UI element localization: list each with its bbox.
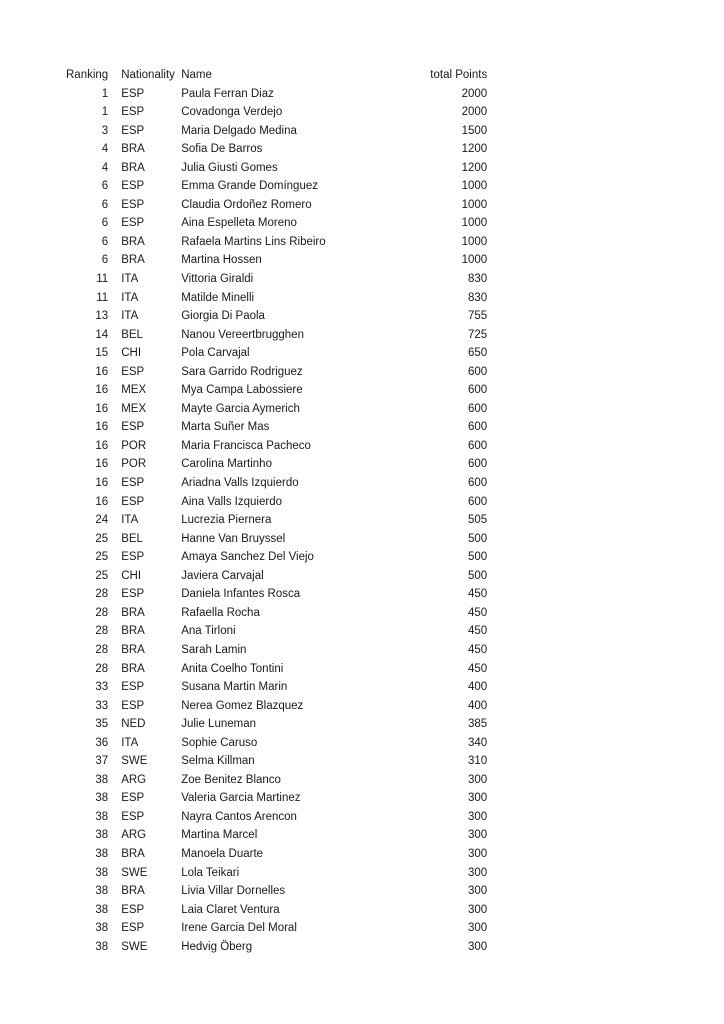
table-row xyxy=(66,177,487,196)
name-cell: Valeria Garcia Martinez xyxy=(181,792,301,805)
ranking-cell: 33 xyxy=(95,681,109,694)
ranking-cell: 16 xyxy=(95,439,109,452)
points-cell: 600 xyxy=(468,421,488,434)
nationality-cell: ESP xyxy=(121,421,145,434)
name-cell: Sophie Caruso xyxy=(181,736,258,749)
table-row xyxy=(66,363,487,382)
points-cell: 300 xyxy=(468,885,488,898)
name-cell: Laia Claret Ventura xyxy=(181,903,280,916)
nationality-cell: ESP xyxy=(121,124,145,137)
table-row xyxy=(66,901,487,920)
ranking-cell: 38 xyxy=(95,940,109,953)
column-header-nationality: Nationality xyxy=(121,69,175,81)
ranking-cell: 11 xyxy=(96,291,109,304)
table-row xyxy=(66,622,487,641)
ranking-cell: 28 xyxy=(95,662,109,675)
nationality-cell: ESP xyxy=(121,87,145,100)
points-cell: 830 xyxy=(468,291,488,304)
name-cell: Pola Carvajal xyxy=(181,347,250,360)
nationality-cell: POR xyxy=(121,458,147,471)
name-cell: Giorgia Di Paola xyxy=(181,310,265,323)
ranking-cell: 6 xyxy=(101,180,109,193)
points-cell: 1200 xyxy=(461,161,488,174)
table-row xyxy=(66,678,487,697)
points-cell: 300 xyxy=(468,940,488,953)
table-row xyxy=(66,548,487,567)
nationality-cell: ITA xyxy=(121,514,139,527)
points-cell: 600 xyxy=(468,439,488,452)
ranking-cell: 4 xyxy=(101,161,109,174)
name-cell: Maria Francisca Pacheco xyxy=(181,439,311,452)
name-cell: Lucrezia Piernera xyxy=(181,514,272,527)
ranking-cell: 38 xyxy=(95,847,109,860)
name-cell: Sara Garrido Rodriguez xyxy=(181,365,303,378)
table-row xyxy=(66,251,487,270)
name-cell: Vittoria Giraldi xyxy=(181,273,254,286)
nationality-cell: ARG xyxy=(121,829,147,842)
points-cell: 600 xyxy=(468,384,488,397)
nationality-cell: BRA xyxy=(121,254,145,267)
name-cell: Javiera Carvajal xyxy=(181,569,264,582)
name-cell: Rafaella Rocha xyxy=(181,606,260,619)
table-row xyxy=(66,103,487,122)
nationality-cell: SWE xyxy=(121,755,148,768)
points-cell: 300 xyxy=(468,829,488,842)
points-cell: 600 xyxy=(468,365,488,378)
points-cell: 600 xyxy=(468,477,488,490)
points-cell: 1000 xyxy=(461,217,488,230)
name-cell: Martina Marcel xyxy=(181,829,258,842)
points-cell: 650 xyxy=(468,347,488,360)
table-row xyxy=(66,418,487,437)
points-cell: 300 xyxy=(468,866,488,879)
name-cell: Hanne Van Bruyssel xyxy=(181,532,286,545)
ranking-cell: 16 xyxy=(95,384,109,397)
name-cell: Irene Garcia Del Moral xyxy=(181,922,297,935)
nationality-cell: ESP xyxy=(121,810,145,823)
name-cell: Lola Teikari xyxy=(181,866,240,879)
points-cell: 450 xyxy=(468,662,488,675)
name-cell: Rafaela Martins Lins Ribeiro xyxy=(181,235,326,248)
name-cell: Aina Valls Izquierdo xyxy=(181,495,282,508)
nationality-cell: POR xyxy=(121,439,147,452)
ranking-cell: 28 xyxy=(95,643,109,656)
nationality-cell: CHI xyxy=(121,569,142,582)
name-cell: Nerea Gomez Blazquez xyxy=(181,699,304,712)
table-row xyxy=(66,122,487,141)
table-header xyxy=(66,66,487,85)
points-cell: 600 xyxy=(468,402,488,415)
table-row xyxy=(66,697,487,716)
ranking-cell: 6 xyxy=(101,198,109,211)
ranking-cell: 28 xyxy=(95,588,109,601)
name-cell: Matilde Minelli xyxy=(181,291,255,304)
ranking-cell: 13 xyxy=(95,310,109,323)
table-row xyxy=(66,641,487,660)
nationality-cell: BRA xyxy=(121,235,145,248)
points-cell: 500 xyxy=(468,532,488,545)
table-header-row xyxy=(66,66,487,85)
table-row xyxy=(66,734,487,753)
nationality-cell: ESP xyxy=(121,699,145,712)
nationality-cell: ESP xyxy=(121,477,145,490)
ranking-cell: 16 xyxy=(95,458,109,471)
column-header-name: Name xyxy=(181,69,212,81)
ranking-table xyxy=(66,66,487,956)
ranking-cell: 38 xyxy=(95,922,109,935)
points-cell: 450 xyxy=(468,643,488,656)
points-cell: 1000 xyxy=(461,235,488,248)
nationality-cell: ESP xyxy=(121,551,145,564)
nationality-cell: SWE xyxy=(121,940,148,953)
points-cell: 2000 xyxy=(461,106,488,119)
nationality-cell: ESP xyxy=(121,588,145,601)
ranking-cell: 25 xyxy=(95,532,109,545)
points-cell: 2000 xyxy=(461,87,488,100)
name-cell: Anita Coelho Tontini xyxy=(181,662,284,675)
nationality-cell: MEX xyxy=(121,402,147,415)
nationality-cell: BRA xyxy=(121,606,145,619)
table-row xyxy=(66,400,487,419)
table-row xyxy=(66,585,487,604)
ranking-cell: 6 xyxy=(101,254,109,267)
nationality-cell: ITA xyxy=(121,736,139,749)
points-cell: 300 xyxy=(468,922,488,935)
points-cell: 500 xyxy=(468,569,488,582)
table-row xyxy=(66,530,487,549)
points-cell: 1000 xyxy=(461,198,488,211)
table-row xyxy=(66,845,487,864)
nationality-cell: ESP xyxy=(121,217,145,230)
points-cell: 450 xyxy=(468,625,488,638)
nationality-cell: ESP xyxy=(121,495,145,508)
points-cell: 505 xyxy=(468,514,488,527)
ranking-cell: 14 xyxy=(95,328,109,341)
name-cell: Marta Suñer Mas xyxy=(181,421,270,434)
ranking-cell: 37 xyxy=(95,755,109,768)
points-cell: 300 xyxy=(468,847,488,860)
name-cell: Selma Killman xyxy=(181,755,255,768)
table-row xyxy=(66,474,487,493)
nationality-cell: ESP xyxy=(121,681,145,694)
nationality-cell: ESP xyxy=(121,792,145,805)
points-cell: 300 xyxy=(468,810,488,823)
table-row xyxy=(66,567,487,586)
nationality-cell: BEL xyxy=(121,532,143,545)
name-cell: Hedvig Öberg xyxy=(181,940,253,953)
table-row xyxy=(66,938,487,957)
points-cell: 830 xyxy=(468,273,488,286)
table-row xyxy=(66,270,487,289)
points-cell: 1500 xyxy=(461,124,488,137)
table-row xyxy=(66,919,487,938)
table-row xyxy=(66,752,487,771)
table-row xyxy=(66,344,487,363)
nationality-cell: NED xyxy=(121,718,146,731)
table-row xyxy=(66,715,487,734)
nationality-cell: BRA xyxy=(121,885,145,898)
name-cell: Daniela Infantes Rosca xyxy=(181,588,301,601)
name-cell: Julie Luneman xyxy=(181,718,257,731)
name-cell: Livia Villar Dornelles xyxy=(181,885,286,898)
nationality-cell: ITA xyxy=(121,273,139,286)
ranking-cell: 4 xyxy=(101,143,109,156)
table-row xyxy=(66,326,487,345)
nationality-cell: ESP xyxy=(121,106,145,119)
points-cell: 300 xyxy=(468,792,488,805)
ranking-cell: 38 xyxy=(95,903,109,916)
points-cell: 1000 xyxy=(461,254,488,267)
table-row xyxy=(66,864,487,883)
name-cell: Susana Martin Marin xyxy=(181,681,288,694)
ranking-cell: 16 xyxy=(95,365,109,378)
ranking-cell: 16 xyxy=(95,402,109,415)
name-cell: Nayra Cantos Arencon xyxy=(181,810,297,823)
name-cell: Mayte Garcia Aymerich xyxy=(181,402,300,415)
points-cell: 500 xyxy=(468,551,488,564)
points-cell: 725 xyxy=(468,328,488,341)
table-row xyxy=(66,511,487,530)
nationality-cell: MEX xyxy=(121,384,147,397)
name-cell: Zoe Benitez Blanco xyxy=(181,773,281,786)
nationality-cell: ESP xyxy=(121,903,145,916)
ranking-cell: 16 xyxy=(95,477,109,490)
ranking-cell: 38 xyxy=(95,866,109,879)
ranking-cell: 25 xyxy=(95,551,109,564)
nationality-cell: BRA xyxy=(121,625,145,638)
name-cell: Carolina Martinho xyxy=(181,458,272,471)
ranking-cell: 38 xyxy=(95,792,109,805)
nationality-cell: BRA xyxy=(121,643,145,656)
table-row xyxy=(66,604,487,623)
nationality-cell: BRA xyxy=(121,143,145,156)
name-cell: Ariadna Valls Izquierdo xyxy=(181,477,299,490)
ranking-cell: 38 xyxy=(95,885,109,898)
ranking-cell: 38 xyxy=(95,773,109,786)
table-row xyxy=(66,307,487,326)
ranking-cell: 25 xyxy=(95,569,109,582)
ranking-cell: 35 xyxy=(95,718,109,731)
points-cell: 450 xyxy=(468,606,488,619)
name-cell: Manoela Duarte xyxy=(181,847,264,860)
points-cell: 450 xyxy=(468,588,488,601)
points-cell: 400 xyxy=(468,699,488,712)
name-cell: Covadonga Verdejo xyxy=(181,106,283,119)
table-row xyxy=(66,455,487,474)
points-cell: 1200 xyxy=(461,143,488,156)
ranking-cell: 38 xyxy=(95,829,109,842)
name-cell: Paula Ferran Diaz xyxy=(181,87,274,100)
table-row xyxy=(66,233,487,252)
nationality-cell: ESP xyxy=(121,180,145,193)
table-row xyxy=(66,789,487,808)
nationality-cell: ARG xyxy=(121,773,147,786)
table-row xyxy=(66,159,487,178)
name-cell: Sarah Lamin xyxy=(181,643,247,656)
points-cell: 600 xyxy=(468,458,488,471)
column-header-ranking: Ranking xyxy=(66,69,109,81)
nationality-cell: ITA xyxy=(121,310,139,323)
ranking-cell: 11 xyxy=(96,273,109,286)
table-body xyxy=(66,85,487,957)
ranking-cell: 1 xyxy=(101,87,109,100)
table-row xyxy=(66,808,487,827)
points-cell: 400 xyxy=(468,681,488,694)
table-row xyxy=(66,771,487,790)
ranking-cell: 28 xyxy=(95,606,109,619)
points-cell: 1000 xyxy=(461,180,488,193)
column-header-total-points: total Points xyxy=(430,69,488,81)
ranking-cell: 28 xyxy=(95,625,109,638)
nationality-cell: ITA xyxy=(121,291,139,304)
ranking-cell: 16 xyxy=(95,495,109,508)
ranking-cell: 15 xyxy=(95,347,109,360)
table-row xyxy=(66,882,487,901)
ranking-cell: 16 xyxy=(95,421,109,434)
name-cell: Sofia De Barros xyxy=(181,143,263,156)
ranking-cell: 33 xyxy=(95,699,109,712)
ranking-cell: 3 xyxy=(101,124,109,137)
name-cell: Aina Espelleta Moreno xyxy=(181,217,297,230)
points-cell: 310 xyxy=(468,755,488,768)
nationality-cell: ESP xyxy=(121,198,145,211)
nationality-cell: BEL xyxy=(121,328,143,341)
table-row xyxy=(66,214,487,233)
nationality-cell: SWE xyxy=(121,866,148,879)
name-cell: Ana Tirloni xyxy=(181,625,236,638)
name-cell: Maria Delgado Medina xyxy=(181,124,297,137)
table-row xyxy=(66,660,487,679)
ranking-cell: 38 xyxy=(95,810,109,823)
points-cell: 385 xyxy=(468,718,488,731)
ranking-cell: 1 xyxy=(101,106,109,119)
name-cell: Mya Campa Labossiere xyxy=(181,384,303,397)
name-cell: Amaya Sanchez Del Viejo xyxy=(181,551,314,564)
table-row xyxy=(66,196,487,215)
table-row xyxy=(66,826,487,845)
nationality-cell: BRA xyxy=(121,161,145,174)
table-row xyxy=(66,493,487,512)
points-cell: 300 xyxy=(468,773,488,786)
table-row xyxy=(66,381,487,400)
nationality-cell: BRA xyxy=(121,662,145,675)
name-cell: Julia Giusti Gomes xyxy=(181,161,278,174)
table-row xyxy=(66,140,487,159)
ranking-cell: 24 xyxy=(95,514,109,527)
table-row xyxy=(66,437,487,456)
ranking-cell: 6 xyxy=(101,217,109,230)
name-cell: Martina Hossen xyxy=(181,254,262,267)
nationality-cell: ESP xyxy=(121,922,145,935)
name-cell: Claudia Ordoñez Romero xyxy=(181,198,312,211)
ranking-cell: 36 xyxy=(95,736,109,749)
nationality-cell: CHI xyxy=(121,347,142,360)
points-cell: 300 xyxy=(468,903,488,916)
table-row xyxy=(66,289,487,308)
name-cell: Emma Grande Domínguez xyxy=(181,180,318,193)
points-cell: 755 xyxy=(468,310,488,323)
points-cell: 340 xyxy=(468,736,488,749)
nationality-cell: ESP xyxy=(121,365,145,378)
ranking-cell: 6 xyxy=(101,235,109,248)
nationality-cell: BRA xyxy=(121,847,145,860)
points-cell: 600 xyxy=(468,495,488,508)
table-row xyxy=(66,85,487,104)
name-cell: Nanou Vereertbrugghen xyxy=(181,328,304,341)
